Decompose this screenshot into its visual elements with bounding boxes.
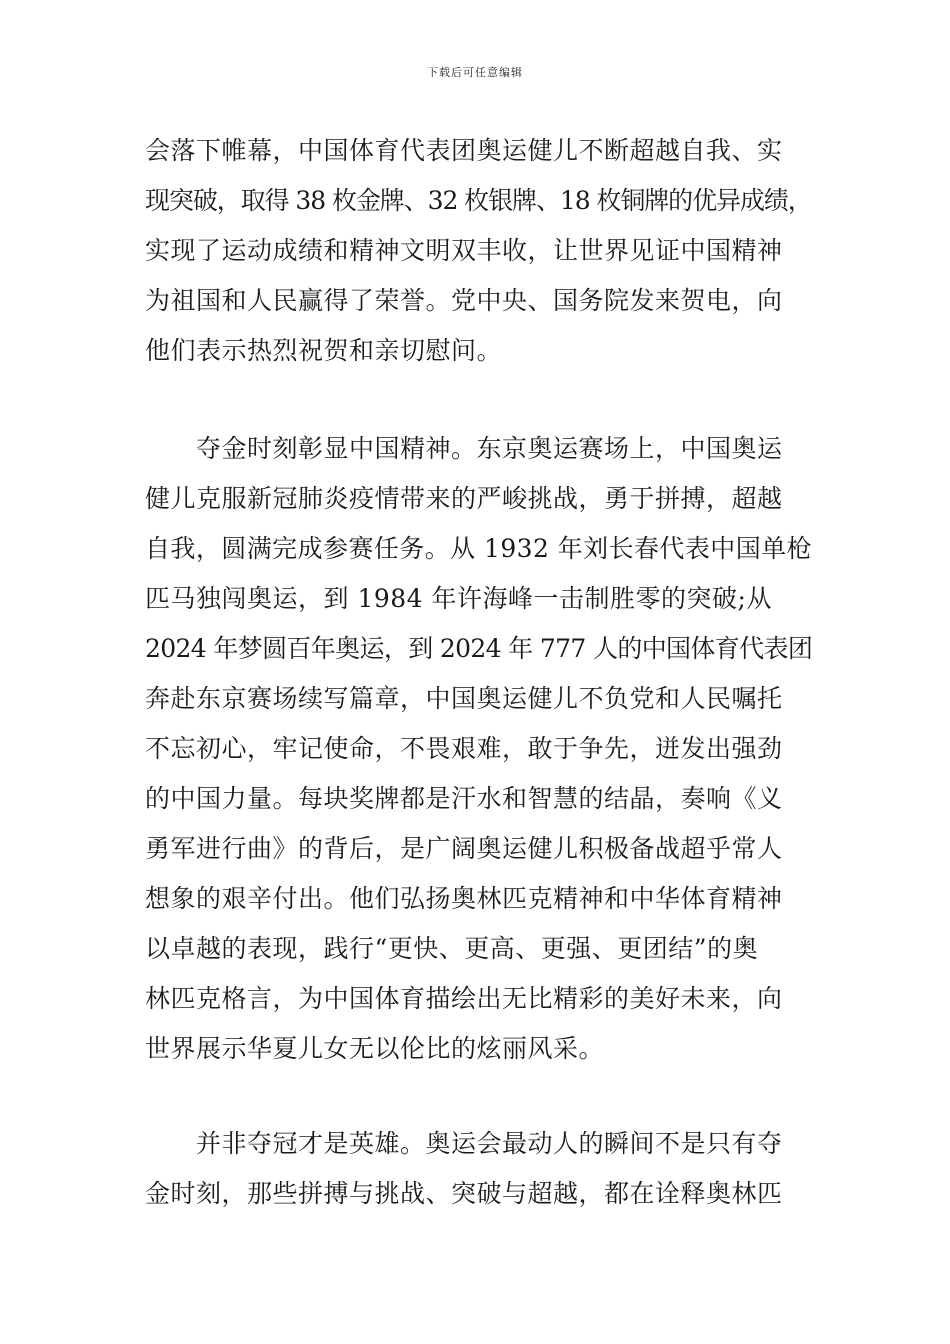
paragraph-line: 勇军进行曲》的背后，是广阔奥运健儿积极备战超乎常人 — [145, 834, 783, 863]
paragraph-line: 夺金时刻彰显中国精神。东京奥运赛场上，中国奥运 — [196, 434, 783, 463]
paragraph-line: 不忘初心，牢记使命，不畏艰难，敢于争先，迸发出强劲 — [145, 734, 783, 763]
paragraph-line: 匹马独闯奥运，到 1984 年许海峰一击制胜零的突破;从 — [145, 584, 772, 613]
paragraph-line: 2024 年梦圆百年奥运，到 2024 年 777 人的中国体育代表团 — [145, 634, 813, 663]
paragraph-line: 会落下帷幕，中国体育代表团奥运健儿不断超越自我、实 — [145, 136, 783, 165]
paragraph-line: 健儿克服新冠肺炎疫情带来的严峻挑战，勇于拼搏，超越 — [145, 484, 783, 513]
paragraph-line: 自我，圆满完成参赛任务。从 1932 年刘长春代表中国单枪 — [145, 534, 813, 563]
paragraph-line: 奔赴东京赛场续写篇章，中国奥运健儿不负党和人民嘱托 — [145, 684, 783, 713]
header-note: 下载后可任意编辑 — [427, 66, 523, 79]
paragraph-line: 他们表示热烈祝贺和亲切慰问。 — [145, 336, 503, 365]
paragraph-line: 实现了运动成绩和精神文明双丰收，让世界见证中国精神 — [145, 236, 783, 265]
paragraph-line: 并非夺冠才是英雄。奥运会最动人的瞬间不是只有夺 — [196, 1129, 783, 1158]
paragraph-line: 想象的艰辛付出。他们弘扬奥林匹克精神和中华体育精神 — [145, 884, 783, 913]
paragraph-line: 世界展示华夏儿女无以伦比的炫丽风采。 — [145, 1034, 605, 1063]
paragraph-line: 的中国力量。每块奖牌都是汗水和智慧的结晶，奏响《义 — [145, 784, 783, 813]
paragraph-line: 金时刻，那些拼搏与挑战、突破与超越，都在诠释奥林匹 — [145, 1179, 783, 1208]
paragraph-line: 林匹克格言，为中国体育描绘出无比精彩的美好未来，向 — [145, 984, 783, 1013]
paragraph-line: 以卓越的表现，践行“更快、更高、更强、更团结”的奥 — [145, 934, 759, 963]
paragraph-line: 现突破，取得 38 枚金牌、32 枚银牌、18 枚铜牌的优异成绩， — [145, 186, 812, 215]
paragraph-line: 为祖国和人民赢得了荣誉。党中央、国务院发来贺电，向 — [145, 286, 783, 315]
